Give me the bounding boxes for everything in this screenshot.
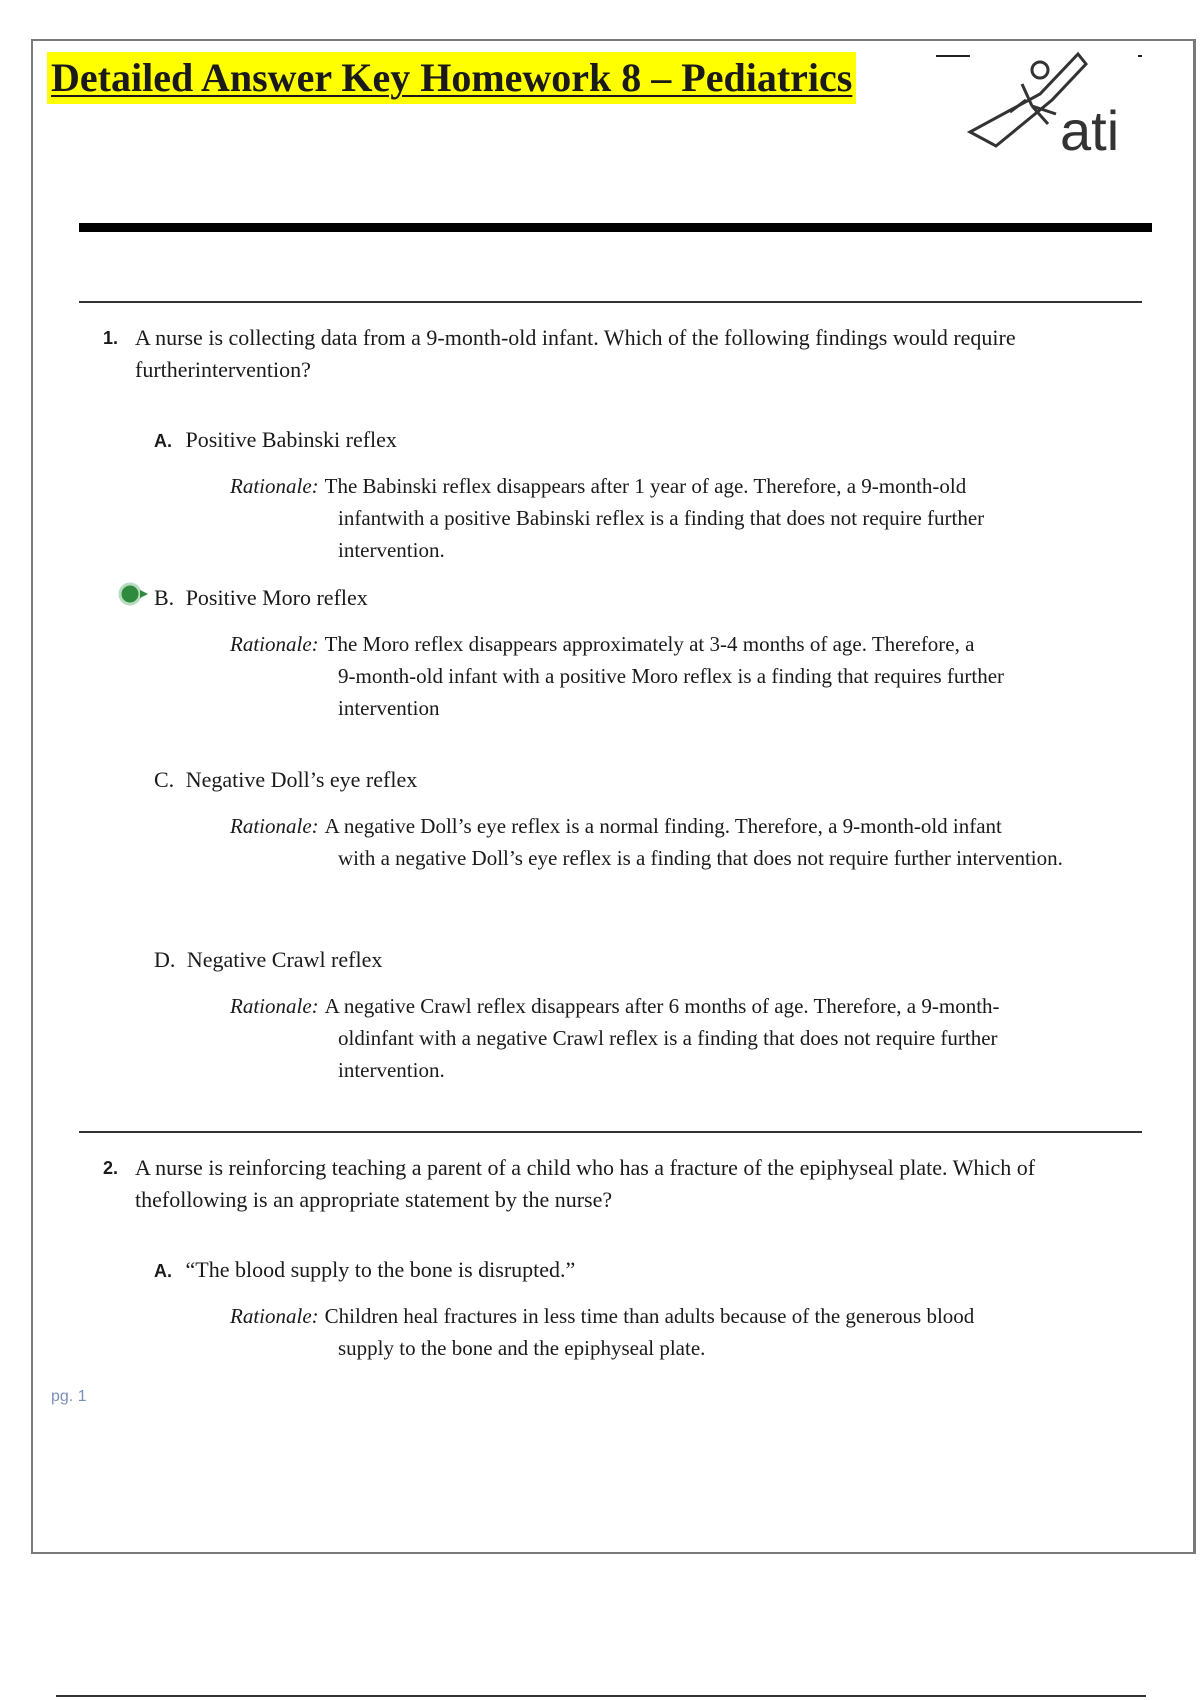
question-divider xyxy=(79,1131,1142,1133)
rationale-text: The Babinski reflex disappears after 1 year of age. Therefore, a 9-month-old xyxy=(324,474,967,498)
question-text: A nurse is reinforcing teaching a parent of a child who has a fracture of the epiphyseal plate. Which of thefollowing is an appropriate statement by the nurse? xyxy=(135,1155,1036,1212)
rationale-label: Rationale: xyxy=(230,814,319,838)
bottom-divider xyxy=(56,1695,1146,1697)
rationale-1b xyxy=(230,628,1090,724)
title-rule xyxy=(936,55,970,57)
option-2a[interactable] xyxy=(154,1254,575,1287)
correct-answer-marker-icon xyxy=(118,582,152,606)
ati-logo xyxy=(966,50,1146,160)
ati-logo-text: ati xyxy=(1060,99,1120,160)
option-label: Negative Doll’s eye reflex xyxy=(185,767,418,792)
rationale-1d xyxy=(230,990,1090,1086)
rationale-text: Children heal fractures in less time than adults because of the generous blood xyxy=(324,1304,975,1328)
option-1b[interactable] xyxy=(154,582,368,614)
rationale-2a xyxy=(230,1300,1090,1364)
rationale-label: Rationale: xyxy=(230,1304,319,1328)
header-divider xyxy=(79,223,1152,232)
option-letter: A. xyxy=(154,431,172,451)
section-divider xyxy=(79,301,1142,303)
rationale-text-continued: infantwith a positive Babinski reflex is a finding that does not require further intervention. xyxy=(338,506,985,562)
option-letter: B. xyxy=(154,585,175,610)
option-letter: C. xyxy=(154,767,175,792)
option-letter: A. xyxy=(154,1261,172,1281)
rationale-text-continued: supply to the bone and the epiphyseal plate. xyxy=(338,1336,706,1360)
question-text: A nurse is collecting data from a 9-month-old infant. Which of the following findings would require furtherintervention? xyxy=(135,325,1016,382)
rationale-label: Rationale: xyxy=(230,994,319,1018)
option-label: “The blood supply to the bone is disrupted.” xyxy=(185,1257,576,1282)
option-letter: D. xyxy=(154,947,176,972)
rationale-label: Rationale: xyxy=(230,474,319,498)
option-label: Positive Babinski reflex xyxy=(185,427,397,452)
question-number: 2. xyxy=(103,1158,119,1178)
rationale-1a xyxy=(230,470,1090,566)
rationale-label: Rationale: xyxy=(230,632,319,656)
page-number: pg. 1 xyxy=(51,1388,87,1405)
question-number: 1. xyxy=(103,328,119,348)
rationale-text-continued: oldinfant with a negative Crawl reflex is a finding that does not require further intervention. xyxy=(338,1026,998,1082)
option-label: Positive Moro reflex xyxy=(185,585,368,610)
option-label: Negative Crawl reflex xyxy=(186,947,383,972)
rationale-text: A negative Crawl reflex disappears after 6 months of age. Therefore, a 9-month- xyxy=(324,994,1000,1018)
document-title: Detailed Answer Key Homework 8 – Pediatrics xyxy=(47,52,856,104)
option-1a[interactable] xyxy=(154,424,397,457)
rationale-text-continued: 9-month-old infant with a positive Moro reflex is a finding that requires further intervention xyxy=(338,664,1005,720)
rationale-text: The Moro reflex disappears approximately at 3-4 months of age. Therefore, a xyxy=(324,632,975,656)
option-1d[interactable] xyxy=(154,944,382,976)
rationale-text: A negative Doll’s eye reflex is a normal finding. Therefore, a 9-month-old infant xyxy=(324,814,1002,838)
rationale-text-continued: with a negative Doll’s eye reflex is a finding that does not require further intervention. xyxy=(338,846,1063,870)
option-1c[interactable] xyxy=(154,764,417,796)
rationale-1c xyxy=(230,810,1090,874)
